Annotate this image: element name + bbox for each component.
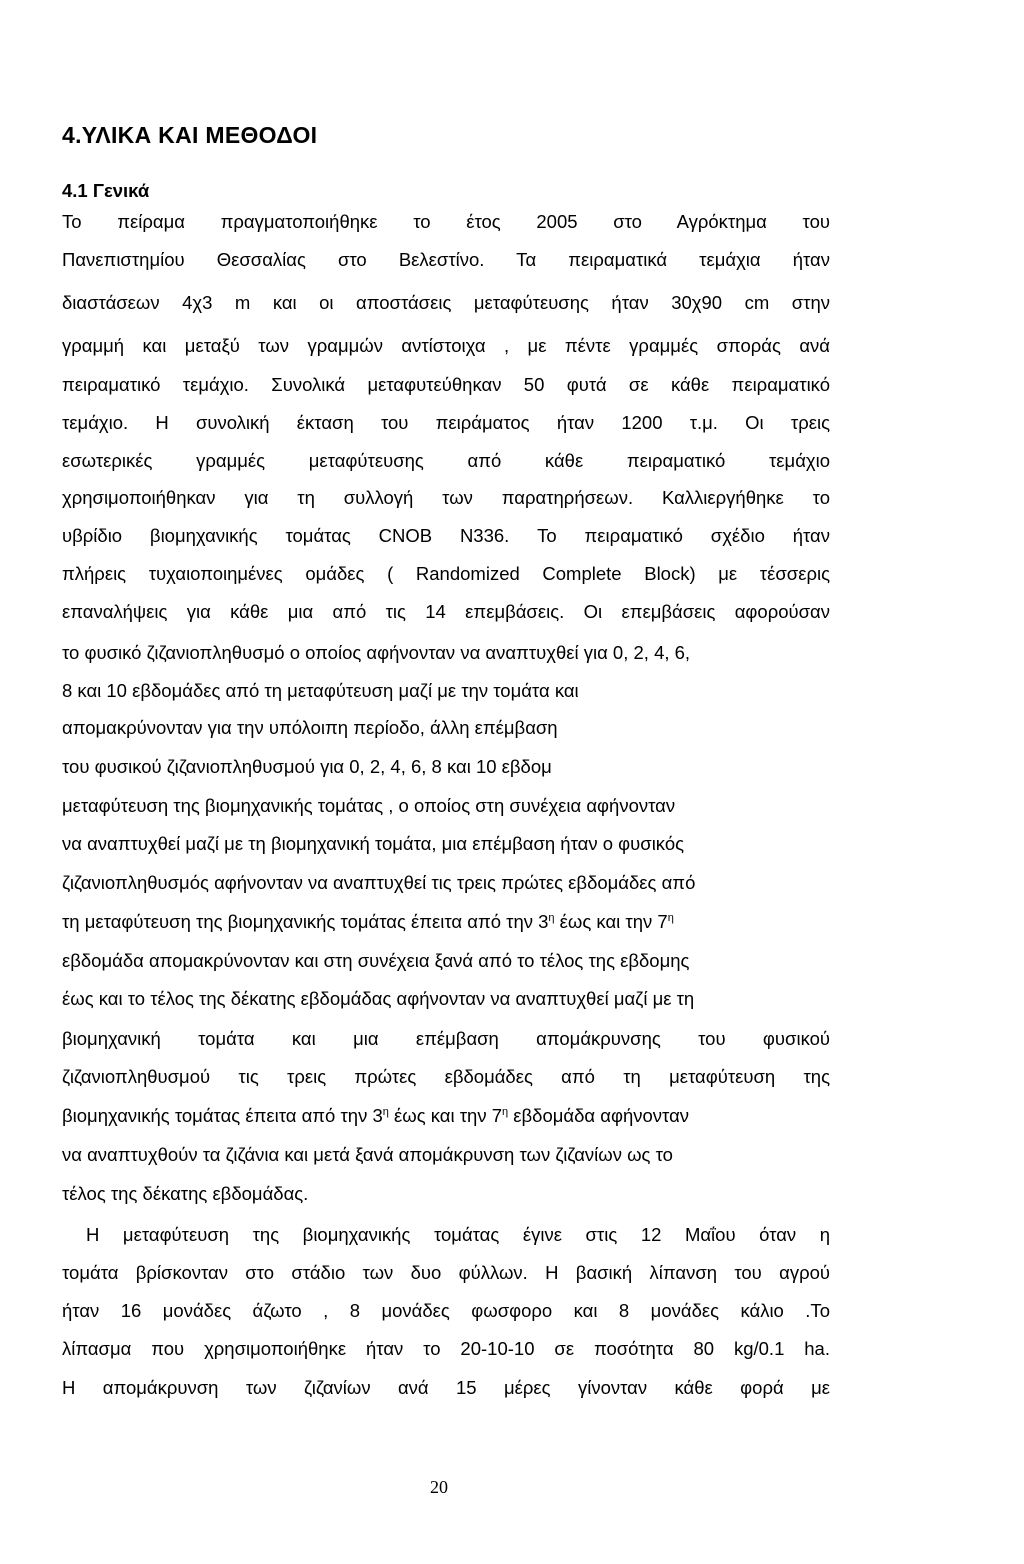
subsection-heading: 4.1 Γενικά [62, 180, 150, 201]
section-heading: 4.ΥΛΙΚΑ ΚΑΙ ΜΕΘΟΔΟΙ [62, 122, 318, 148]
text-line: απομακρύνονταν για την υπόλοιπη περίοδο, άλλη επέμβαση [62, 717, 558, 738]
text-line: του φυσικού ζιζανιοπληθυσμού για 0, 2, 4, 6, 8 και 10 εβδομ [62, 756, 552, 777]
text-line: διαστάσεων 4χ3 m και οι αποστάσεις μεταφύτευσης ήταν 30χ90 cm στην [62, 292, 830, 313]
text-line: μεταφύτευση της βιομηχανικής τομάτας , ο οποίος στη συνέχεια αφήνονταν [62, 795, 676, 816]
text-line: ζιζανιοπληθυσμός αφήνονταν να αναπτυχθεί τις τρεις πρώτες εβδομάδες από [62, 872, 696, 893]
text-line: επαναλήψεις για κάθε μια από τις 14 επεμβάσεις. Οι επεμβάσεις αφορούσαν [62, 601, 830, 622]
text-line: 8 και 10 εβδομάδες από τη μεταφύτευση μαζί με την τομάτα και [62, 680, 579, 701]
text-line: εβδομάδα απομακρύνονταν και στη συνέχεια ξανά από το τέλος της εβδομης [62, 950, 690, 971]
text-line: βιομηχανική τομάτα και μια επέμβαση απομάκρυνσης του φυσικού [62, 1028, 830, 1049]
text-line: να αναπτυχθούν τα ζιζάνια και μετά ξανά απομάκρυνση των ζιζανίων ως το [62, 1144, 673, 1165]
text-line: τομάτα βρίσκονταν στο στάδιο των δυο φύλλων. Η βασική λίπανση του αγρού [62, 1262, 830, 1283]
text-line: υβρίδιο βιομηχανικής τομάτας CNOB N336. Το πειραματικό σχέδιο ήταν [62, 525, 830, 546]
page-number: 20 [430, 1477, 448, 1497]
text-line: τη μεταφύτευση της βιομηχανικής τομάτας έπειτα από την $3^\eta$ έως και την $7^\eta$ [62, 911, 674, 932]
text-line: πειραματικό τεμάχιο. Συνολικά μεταφυτεύθηκαν 50 φυτά σε κάθε πειραματικό [62, 374, 830, 395]
text-line: Η απομάκρυνση των ζιζανίων ανά 15 μέρες γίνονταν κάθε φορά με [62, 1377, 830, 1398]
text-line: βιομηχανικής τομάτας έπειτα από την $3^\eta$ έως και την $7^\eta$ εβδομάδα αφήνονταν [62, 1105, 690, 1126]
text-line: τέλος της δέκατης εβδομάδας. [62, 1183, 309, 1204]
text-line: ήταν 16 μονάδες άζωτο , 8 μονάδες φωσφορο και 8 μονάδες κάλιο .Το [62, 1300, 830, 1321]
text-line: να αναπτυχθεί μαζί με τη βιομηχανική τομάτα, μια επέμβαση ήταν ο φυσικός [62, 833, 685, 854]
text-line: έως και το τέλος της δέκατης εβδομάδας αφήνονταν να αναπτυχθεί μαζί με τη [62, 988, 695, 1009]
text-line: Το πείραμα πραγματοποιήθηκε το έτος 2005 στο Αγρόκτημα του [62, 211, 830, 232]
text-line: χρησιμοποιήθηκαν για τη συλλογή των παρατηρήσεων. Καλλιεργήθηκε το [62, 487, 830, 508]
text-line: Πανεπιστημίου Θεσσαλίας στο Βελεστίνο. Τα πειραματικά τεμάχια ήταν [62, 249, 830, 270]
text-line: γραμμή και μεταξύ των γραμμών αντίστοιχα , με πέντε γραμμές σποράς ανά [62, 335, 830, 356]
text-line: Η μεταφύτευση της βιομηχανικής τομάτας έγινε στις 12 Μαΐου όταν η [86, 1224, 830, 1245]
text-line: λίπασμα που χρησιμοποιήθηκε ήταν το 20-10-10 σε ποσότητα 80 kg/0.1 ha. [62, 1338, 830, 1359]
text-line: εσωτερικές γραμμές μεταφύτευσης από κάθε πειραματικό τεμάχιο [62, 450, 830, 471]
text-line: το φυσικό ζιζανιοπληθυσμό ο οποίος αφήνονταν να αναπτυχθεί για 0, 2, 4, 6, [62, 642, 691, 663]
text-line: τεμάχιο. Η συνολική έκταση του πειράματος ήταν 1200 τ.μ. Οι τρεις [62, 412, 830, 433]
text-line: πλήρεις τυχαιοποιημένες ομάδες ( Randomized Complete Block) με τέσσερις [62, 563, 830, 584]
text-line: ζιζανιοπληθυσμού τις τρεις πρώτες εβδομάδες από τη μεταφύτευση της [62, 1066, 830, 1087]
